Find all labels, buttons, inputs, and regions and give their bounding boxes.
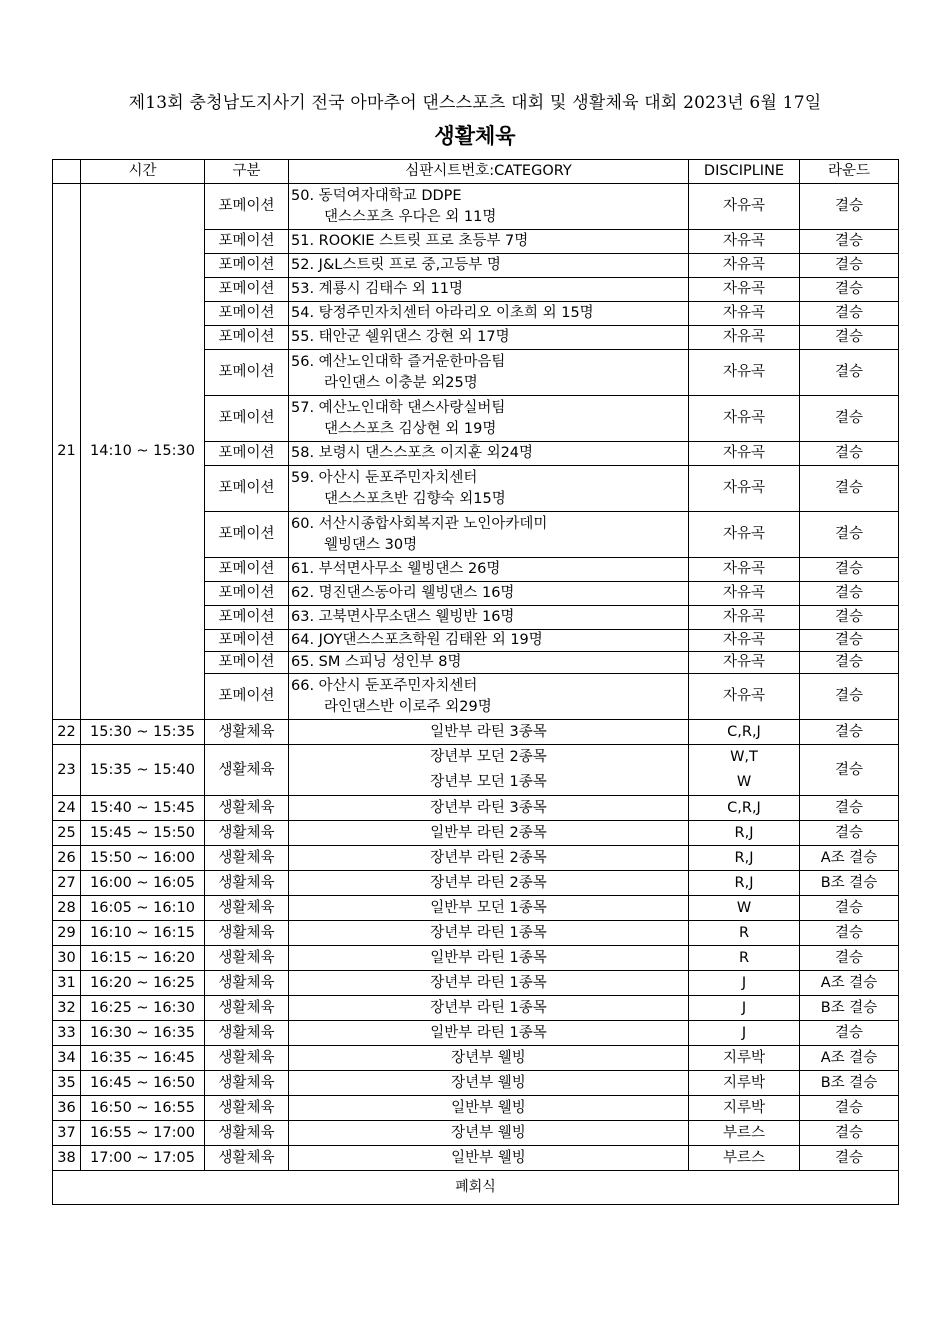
header-round: 라운드	[800, 160, 899, 184]
footer-row	[53, 1171, 899, 1205]
row-time: 16:30 ~ 16:35	[81, 1021, 205, 1046]
row-time: 16:35 ~ 16:45	[81, 1046, 205, 1071]
row-discipline: J	[689, 971, 800, 996]
row-round: 결승	[800, 254, 899, 278]
row-number: 38	[53, 1146, 81, 1171]
row-round: 결승	[800, 1021, 899, 1046]
table-row	[53, 921, 899, 946]
row-discipline: 자유곡	[689, 278, 800, 302]
row-type: 생활체육	[205, 946, 289, 971]
row-discipline: 자유곡	[689, 582, 800, 606]
row-type: 포메이션	[205, 396, 289, 442]
row-round: 결승	[800, 302, 899, 326]
row-discipline: R	[689, 921, 800, 946]
row-category: 일반부 웰빙	[289, 1096, 689, 1121]
row-category: 장년부 라틴 1종목	[289, 971, 689, 996]
row-round: 결승	[800, 326, 899, 350]
table-row	[53, 971, 899, 996]
row-category: 장년부 라틴 3종목	[289, 796, 689, 821]
header-category: 심판시트번호:CATEGORY	[289, 160, 689, 184]
row-category	[289, 652, 689, 674]
row-round: 결승	[800, 674, 899, 720]
document-subtitle: 생활체육	[434, 123, 516, 148]
row-category	[289, 558, 689, 582]
row-category: 장년부 라틴 2종목	[289, 871, 689, 896]
category-line-1: 60. 서산시종합사회복지관 노인아카데미	[291, 515, 548, 532]
row-type: 생활체육	[205, 796, 289, 821]
row-category: 장년부 라틴 2종목	[289, 846, 689, 871]
row-round: 결승	[800, 652, 899, 674]
row-category	[289, 254, 689, 278]
row-category	[289, 350, 689, 396]
row-time: 15:35 ~ 15:40	[81, 745, 205, 796]
row-type: 포메이션	[205, 652, 289, 674]
row-category: 장년부 라틴 1종목	[289, 996, 689, 1021]
table-row	[53, 1096, 899, 1121]
row-discipline: C,R,J	[689, 796, 800, 821]
row-type: 포메이션	[205, 582, 289, 606]
row-round: 결승	[800, 582, 899, 606]
row-number: 37	[53, 1121, 81, 1146]
row-category	[289, 630, 689, 652]
discipline-line: W	[736, 774, 752, 790]
row-number: 32	[53, 996, 81, 1021]
row-type: 포메이션	[205, 302, 289, 326]
row-discipline: 자유곡	[689, 466, 800, 512]
row-category	[289, 512, 689, 558]
row-type: 포메이션	[205, 606, 289, 630]
row-category	[289, 745, 689, 796]
row-number: 33	[53, 1021, 81, 1046]
table-row	[53, 871, 899, 896]
row-discipline: W	[689, 896, 800, 921]
row-round: 결승	[800, 1146, 899, 1171]
row-time: 15:50 ~ 16:00	[81, 846, 205, 871]
row-round: 결승	[800, 745, 899, 796]
closing-ceremony: 폐회식	[53, 1171, 899, 1205]
category-line-1: 50. 동덕여자대학교 DDPE	[291, 187, 462, 204]
document-title: 제13회 충청남도지사기 전국 아마추어 댄스스포츠 대회 및 생활체육 대회 2023년 6월 17일	[128, 93, 822, 113]
row-type: 포메이션	[205, 278, 289, 302]
category-line-2: 라인댄스 이충분 외25명	[324, 374, 478, 391]
header-no	[53, 160, 81, 184]
row-type: 생활체육	[205, 1021, 289, 1046]
row-category	[289, 184, 689, 230]
row-type: 생활체육	[205, 1046, 289, 1071]
header-row	[53, 160, 899, 184]
category-line: 장년부 모던 2종목	[430, 749, 547, 765]
table-row	[53, 745, 899, 796]
row-round: 결승	[800, 558, 899, 582]
header-type: 구분	[205, 160, 289, 184]
row-time: 16:05 ~ 16:10	[81, 896, 205, 921]
category-line-1: 52. J&L스트릿 프로 중,고등부 명	[291, 257, 501, 273]
category-line-2: 라인댄스반 이로주 외29명	[324, 698, 492, 715]
row-discipline: 자유곡	[689, 184, 800, 230]
row-type: 생활체육	[205, 1146, 289, 1171]
category-line-1: 54. 탕정주민자치센터 아라리오 이초희 외 15명	[291, 305, 594, 321]
table-row	[53, 1071, 899, 1096]
row-discipline: R,J	[689, 821, 800, 846]
row-number: 29	[53, 921, 81, 946]
category-line-1: 57. 예산노인대학 댄스사랑실버팀	[291, 399, 506, 416]
row-number: 35	[53, 1071, 81, 1096]
row-number: 25	[53, 821, 81, 846]
row-number: 30	[53, 946, 81, 971]
row-discipline: 지루박	[689, 1071, 800, 1096]
category-line-1: 56. 예산노인대학 즐거운한마음팀	[291, 353, 506, 370]
row-round: B조 결승	[800, 1071, 899, 1096]
row-category: 장년부 라틴 1종목	[289, 921, 689, 946]
row-type: 생활체육	[205, 1071, 289, 1096]
row-discipline: 자유곡	[689, 230, 800, 254]
category-line-1: 64. JOY댄스스포츠학원 김태완 외 19명	[291, 632, 543, 648]
row-number: 28	[53, 896, 81, 921]
row-time: 16:25 ~ 16:30	[81, 996, 205, 1021]
row-category: 일반부 라틴 1종목	[289, 1021, 689, 1046]
row-round: 결승	[800, 921, 899, 946]
row-category	[289, 396, 689, 442]
row-round: 결승	[800, 350, 899, 396]
row-round: 결승	[800, 896, 899, 921]
row-type: 포메이션	[205, 184, 289, 230]
row-category	[289, 302, 689, 326]
row-round: 결승	[800, 512, 899, 558]
row-discipline: J	[689, 1021, 800, 1046]
row-time: 16:45 ~ 16:50	[81, 1071, 205, 1096]
row-discipline: 지루박	[689, 1046, 800, 1071]
category-line-2: 웰빙댄스 30명	[324, 536, 418, 553]
row-category: 일반부 라틴 2종목	[289, 821, 689, 846]
row-discipline: J	[689, 996, 800, 1021]
category-line-1: 51. ROOKIE 스트릿 프로 초등부 7명	[291, 233, 529, 249]
table-row	[53, 1021, 899, 1046]
category-line-1: 53. 계룡시 김태수 외 11명	[291, 281, 464, 297]
row-round: 결승	[800, 396, 899, 442]
category-line-1: 66. 아산시 둔포주민자치센터	[291, 677, 478, 694]
row-round: 결승	[800, 821, 899, 846]
category-line-1: 55. 태안군 쉘위댄스 강현 외 17명	[291, 329, 510, 345]
row-type: 생활체육	[205, 1121, 289, 1146]
row-number: 22	[53, 720, 81, 745]
row-discipline: 자유곡	[689, 302, 800, 326]
row-type: 생활체육	[205, 821, 289, 846]
row-category	[289, 466, 689, 512]
row-discipline: 자유곡	[689, 674, 800, 720]
category-line-1: 62. 명진댄스동아리 웰빙댄스 16명	[291, 585, 515, 601]
row-category	[289, 326, 689, 350]
row-number: 31	[53, 971, 81, 996]
row-type: 포메이션	[205, 512, 289, 558]
row-discipline: R,J	[689, 871, 800, 896]
row-round: 결승	[800, 630, 899, 652]
row-category	[289, 582, 689, 606]
table-row	[53, 846, 899, 871]
row-time: 15:45 ~ 15:50	[81, 821, 205, 846]
row-time: 15:30 ~ 15:35	[81, 720, 205, 745]
row-discipline: 자유곡	[689, 652, 800, 674]
row-discipline: 자유곡	[689, 630, 800, 652]
header-time: 시간	[81, 160, 205, 184]
table-row	[53, 720, 899, 745]
row-category: 장년부 웰빙	[289, 1046, 689, 1071]
row-discipline: 지루박	[689, 1096, 800, 1121]
category-line-2: 댄스스포츠 우다은 외 11명	[324, 208, 497, 225]
row-type: 생활체육	[205, 1096, 289, 1121]
row-time: 16:10 ~ 16:15	[81, 921, 205, 946]
row-round: A조 결승	[800, 1046, 899, 1071]
table-row	[53, 821, 899, 846]
category-line-1: 61. 부석면사무소 웰빙댄스 26명	[291, 561, 501, 577]
category-line-2: 댄스스포츠반 김향숙 외15명	[324, 490, 506, 507]
discipline-line: W,T	[730, 749, 758, 765]
table-row	[53, 996, 899, 1021]
header-discipline: DISCIPLINE	[689, 160, 800, 184]
row-discipline: R,J	[689, 846, 800, 871]
row-discipline: 자유곡	[689, 606, 800, 630]
row-round: 결승	[800, 796, 899, 821]
schedule-table	[52, 159, 899, 1205]
row-discipline: 자유곡	[689, 254, 800, 278]
row-category: 장년부 웰빙	[289, 1071, 689, 1096]
row-round: 결승	[800, 442, 899, 466]
row-type: 생활체육	[205, 896, 289, 921]
category-line-2: 댄스스포츠 김상현 외 19명	[324, 420, 497, 437]
row-type: 포메이션	[205, 350, 289, 396]
row-time: 16:00 ~ 16:05	[81, 871, 205, 896]
row-type: 포메이션	[205, 674, 289, 720]
row-round: 결승	[800, 466, 899, 512]
row-round: 결승	[800, 606, 899, 630]
category-line-1: 65. SM 스피닝 성인부 8명	[291, 654, 462, 670]
row-discipline: C,R,J	[689, 720, 800, 745]
row-round: B조 결승	[800, 871, 899, 896]
table-row	[53, 1046, 899, 1071]
row-type: 포메이션	[205, 230, 289, 254]
row-discipline: 자유곡	[689, 396, 800, 442]
row-number: 34	[53, 1046, 81, 1071]
row-time: 15:40 ~ 15:45	[81, 796, 205, 821]
row-time: 16:20 ~ 16:25	[81, 971, 205, 996]
row-discipline: 자유곡	[689, 442, 800, 466]
row-category: 일반부 모던 1종목	[289, 896, 689, 921]
row-time: 17:00 ~ 17:05	[81, 1146, 205, 1171]
row-round: 결승	[800, 230, 899, 254]
row-discipline: 자유곡	[689, 350, 800, 396]
row-round: 결승	[800, 720, 899, 745]
category-line-1: 63. 고북면사무소댄스 웰빙반 16명	[291, 609, 515, 625]
row-round: 결승	[800, 946, 899, 971]
row-category	[289, 230, 689, 254]
row-category: 장년부 웰빙	[289, 1121, 689, 1146]
row-round: 결승	[800, 278, 899, 302]
row-discipline: 부르스	[689, 1146, 800, 1171]
row-type: 포메이션	[205, 558, 289, 582]
row-discipline: 자유곡	[689, 512, 800, 558]
row-discipline: 부르스	[689, 1121, 800, 1146]
row-type: 생활체육	[205, 720, 289, 745]
row-category	[289, 674, 689, 720]
row-number: 21	[53, 184, 81, 720]
row-type: 생활체육	[205, 921, 289, 946]
row-discipline: R	[689, 946, 800, 971]
row-type: 포메이션	[205, 442, 289, 466]
category-line-1: 58. 보령시 댄스스포츠 이지훈 외24명	[291, 445, 534, 461]
row-category: 일반부 라틴 3종목	[289, 720, 689, 745]
row-round: B조 결승	[800, 996, 899, 1021]
row-category: 일반부 라틴 1종목	[289, 946, 689, 971]
table-row	[53, 896, 899, 921]
row-category: 일반부 웰빙	[289, 1146, 689, 1171]
table-row	[53, 1121, 899, 1146]
table-row	[53, 1146, 899, 1171]
row-type: 생활체육	[205, 996, 289, 1021]
row-discipline	[689, 745, 800, 796]
table-row	[53, 946, 899, 971]
row-type: 포메이션	[205, 630, 289, 652]
row-type: 생활체육	[205, 971, 289, 996]
row-round: 결승	[800, 1096, 899, 1121]
row-round: A조 결승	[800, 846, 899, 871]
row-type: 생활체육	[205, 871, 289, 896]
row-round: A조 결승	[800, 971, 899, 996]
table-row	[53, 796, 899, 821]
row-discipline: 자유곡	[689, 326, 800, 350]
table-row	[53, 184, 899, 230]
row-type: 생활체육	[205, 846, 289, 871]
row-number: 26	[53, 846, 81, 871]
row-category	[289, 606, 689, 630]
row-time: 16:50 ~ 16:55	[81, 1096, 205, 1121]
row-category	[289, 442, 689, 466]
row-time: 14:10 ~ 15:30	[81, 184, 205, 720]
row-discipline: 자유곡	[689, 558, 800, 582]
row-time: 16:55 ~ 17:00	[81, 1121, 205, 1146]
row-type: 포메이션	[205, 466, 289, 512]
row-time: 16:15 ~ 16:20	[81, 946, 205, 971]
row-type: 포메이션	[205, 254, 289, 278]
category-line: 장년부 모던 1종목	[430, 774, 547, 790]
category-line-1: 59. 아산시 둔포주민자치센터	[291, 469, 478, 486]
row-number: 23	[53, 745, 81, 796]
row-number: 24	[53, 796, 81, 821]
row-number: 27	[53, 871, 81, 896]
row-type: 포메이션	[205, 326, 289, 350]
row-number: 36	[53, 1096, 81, 1121]
row-round: 결승	[800, 184, 899, 230]
row-type: 생활체육	[205, 745, 289, 796]
row-category	[289, 278, 689, 302]
row-round: 결승	[800, 1121, 899, 1146]
